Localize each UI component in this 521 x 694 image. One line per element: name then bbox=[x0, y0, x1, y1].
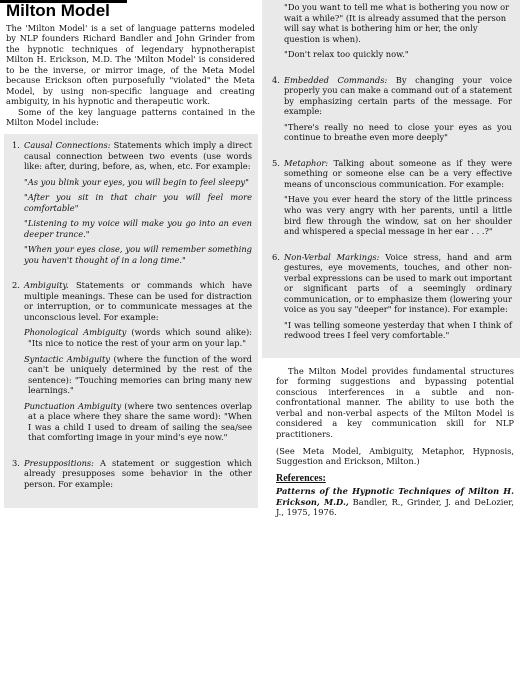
sub-pattern-syntactic bbox=[24, 353, 252, 396]
references-heading: References: bbox=[276, 472, 326, 484]
item-description: Talking about someone as if they were something or someone else can be a very effective means of unconscious communication. For example: bbox=[284, 157, 512, 189]
item-number: 5. bbox=[272, 157, 280, 168]
patterns-box-left bbox=[4, 134, 258, 508]
pattern-embedded-commands bbox=[272, 75, 512, 148]
item-description: Statements which imply a direct causal connection between two events (use words like: after, during, before, as, when, etc. For example: bbox=[24, 140, 252, 172]
example: "Listening to my voice will make you go into an even deeper trance." bbox=[24, 218, 252, 239]
example: "As you blink your eyes, you will begin to feel sleepy" bbox=[24, 176, 249, 187]
sub-text: (where two sentences overlap at a place where they share the same word): "When I was a child I used to dream of sailing the sea/see that comforting image in your mind's eye now." bbox=[28, 400, 252, 443]
intro-lead-in: Some of the key language patterns contained in the Milton Model include: bbox=[6, 106, 255, 128]
item-name: Non-Verbal Markings: bbox=[284, 251, 380, 262]
sub-text: (words which sound alike): "Its nice to notice the rest of your arm on your lap." bbox=[28, 327, 253, 348]
sub-pattern-punctuation bbox=[24, 400, 252, 443]
item-number: 1. bbox=[12, 140, 20, 150]
conclusion-paragraph: The Milton Model provides fundamental structures for forming suggestions and bypassing potential conscious interferences in a subtle and non-confrontational manner. The ability to use both the verbal and non-verbal aspects of the Milton Model is considered a key communication skill for NLP practitioners. bbox=[276, 365, 514, 439]
page-title: Milton Model bbox=[6, 1, 110, 20]
reference-authors: Bandler, R., Grinder, J. and DeLozier, J., 1975, 1976. bbox=[276, 496, 514, 518]
left-column bbox=[4, 0, 258, 508]
example: "Do you want to tell me what is bothering you now or wait a while?" (It is already assumed that the person will say what is bothering him or her, the only question is when). bbox=[284, 2, 510, 44]
conclusion-section bbox=[262, 358, 520, 518]
presuppositions-examples bbox=[262, 0, 520, 69]
patterns-box-right bbox=[262, 69, 520, 358]
example: "There's really no need to close your eyes as you continue to breathe even more deeply" bbox=[284, 121, 512, 143]
item-name: Metaphor: bbox=[284, 157, 329, 168]
example: "Don't relax too quickly now." bbox=[284, 49, 409, 60]
item-number: 3. bbox=[12, 457, 20, 468]
sub-name: Punctuation Ambiguity bbox=[24, 400, 122, 411]
reference-entry bbox=[276, 486, 514, 518]
item-number: 2. bbox=[12, 280, 20, 291]
pattern-presuppositions bbox=[12, 458, 252, 495]
intro-paragraph: The 'Milton Model' is a set of language patterns modeled by NLP founders Richard Bandler and John Grinder from the hypnotic techniques of legendary hypnotherapist Milton H. Erickson, M.D. The 'Milton Model' is considered to be the inverse, or mirror image, of the Meta Model because Erickson often purposefully "violated" the Meta Model, by using non-specific language and creating ambiguity, in his hypnotic and therapeutic work. bbox=[6, 22, 255, 107]
example: "When your eyes close, you will remember something you haven't thought of in a long time." bbox=[24, 244, 252, 265]
pattern-causal-connections bbox=[12, 140, 252, 270]
item-description: Voice stress, hand and arm gestures, eye movements, touches, and other non-verbal expressions can be used to mark out important or significant parts of a seemingly ordinary communication, or to emphasize them (lowering your voice as you say "deeper" for instance). For example: bbox=[284, 251, 512, 315]
sub-pattern-phonological bbox=[24, 327, 253, 348]
pattern-ambiguity bbox=[12, 280, 252, 447]
item-description: By changing your voice properly you can make a command out of a statement by emphasizing certain parts of the message. For example: bbox=[284, 74, 512, 117]
item-description: A statement or suggestion which already presupposes some behavior in the other person. For example: bbox=[24, 457, 252, 489]
example: "Have you ever heard the story of the little princess who was very angry with her parents, until a little bird flew through the window, sat on her shoulder and whispered a special message in her ear . . .?" bbox=[284, 194, 512, 237]
example: "I was telling someone yesterday that when I think of redwood trees I feel very comfortable." bbox=[284, 319, 512, 341]
sub-text: (where the function of the word can't be uniquely determined by the rest of the sentence): "Touching memories can bring many new learnings." bbox=[28, 353, 252, 396]
sub-name: Phonological Ambiguity bbox=[24, 327, 127, 338]
pattern-non-verbal-markings bbox=[272, 252, 512, 346]
item-number: 6. bbox=[272, 251, 280, 262]
right-column bbox=[262, 0, 520, 524]
item-description: Statements or commands which have multiple meanings. These can be used for distraction or interruption, or to communicate messages at the unconscious level. For example: bbox=[24, 280, 252, 322]
example: "After you sit in that chair you will feel more comfortable" bbox=[24, 192, 252, 213]
reference-title: Patterns of the Hypnotic Techniques of Milton H. Erickson, M.D., bbox=[276, 486, 514, 507]
sub-name: Syntactic Ambiguity bbox=[24, 353, 110, 364]
item-name: Ambiguity. bbox=[24, 280, 69, 291]
item-number: 4. bbox=[272, 74, 280, 85]
item-name: Causal Connections: bbox=[24, 140, 111, 150]
see-also: (See Meta Model, Ambiguity, Metaphor, Hypnosis, Suggestion and Erickson, Milton.) bbox=[276, 445, 514, 467]
item-name: Presuppositions: bbox=[24, 457, 94, 468]
pattern-metaphor bbox=[272, 158, 512, 242]
item-name: Embedded Commands: bbox=[284, 74, 388, 85]
